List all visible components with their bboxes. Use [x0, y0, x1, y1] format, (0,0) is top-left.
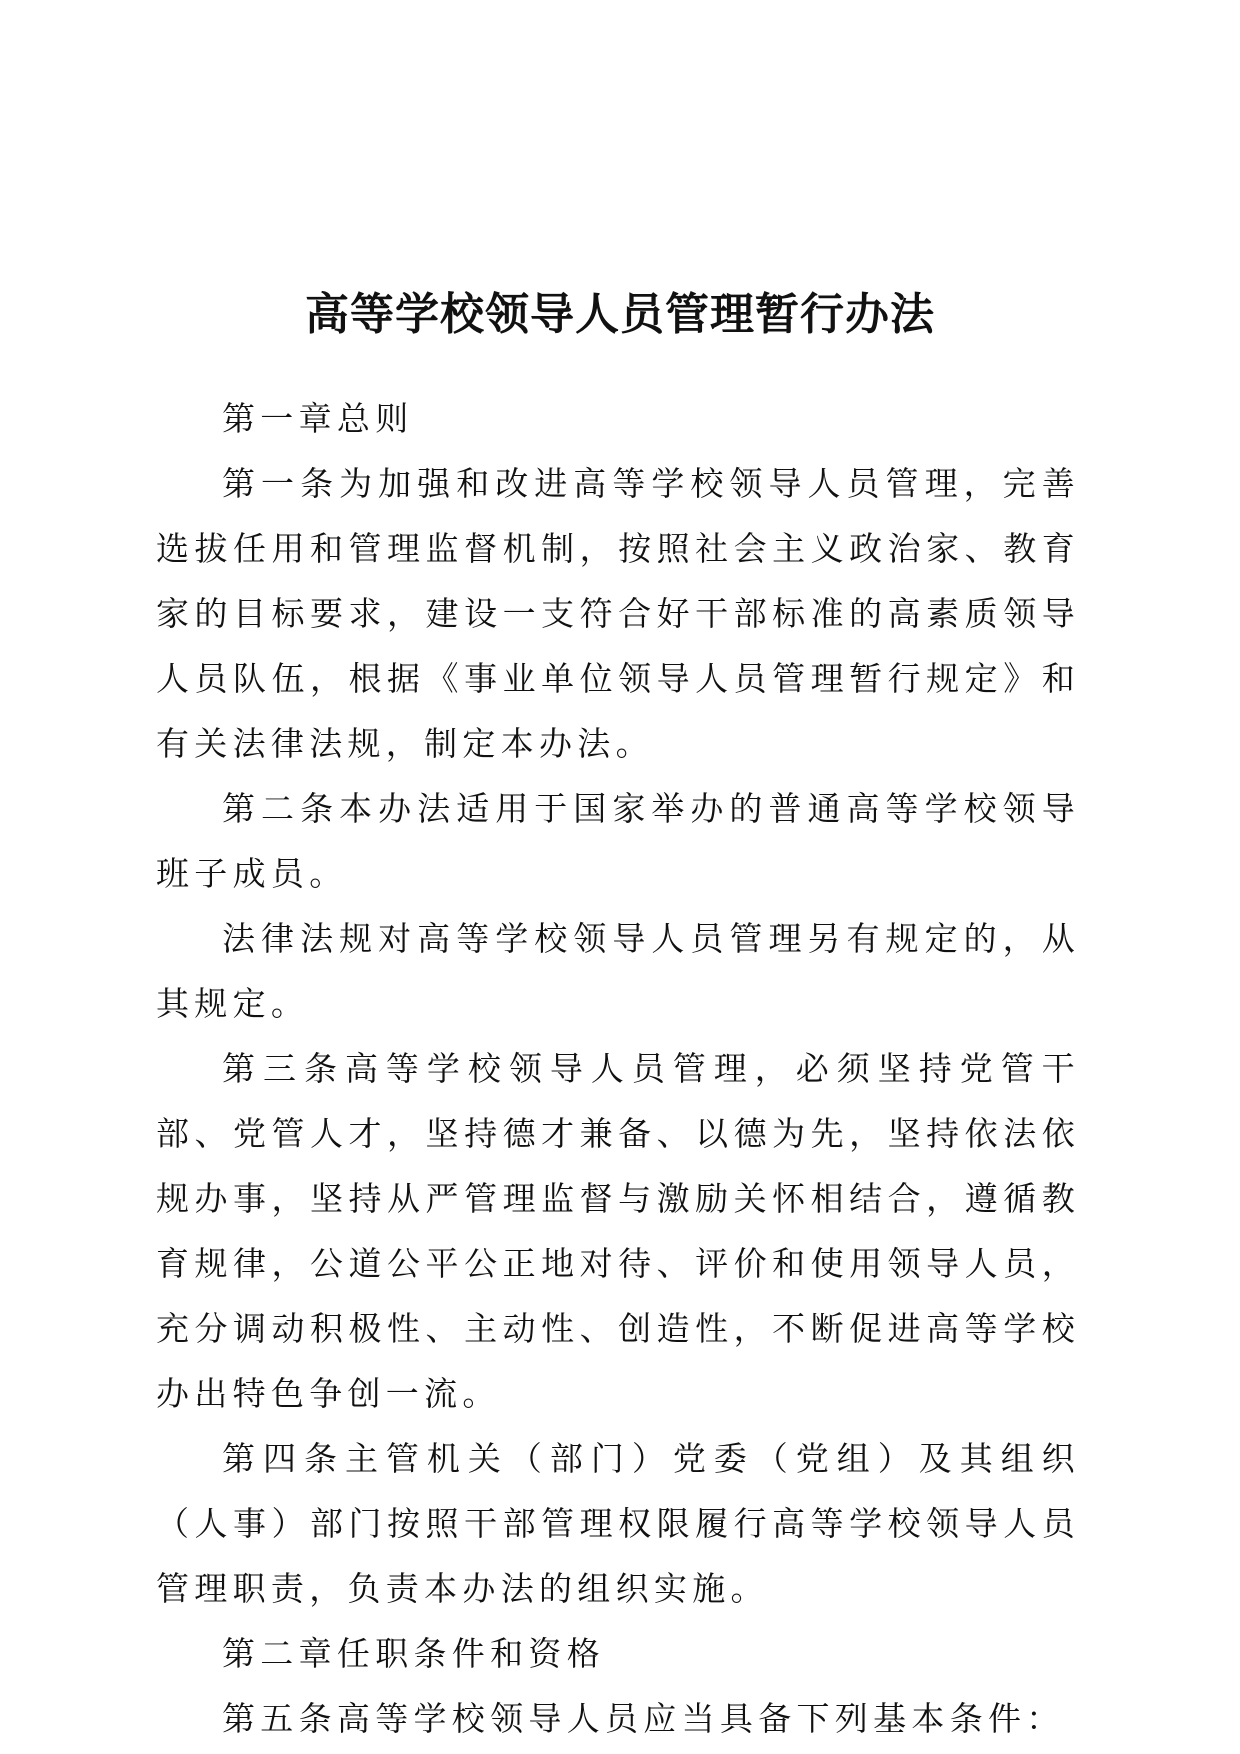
- article-2: 第二条本办法适用于国家举办的普通高等学校领导班子成员。: [156, 789, 1080, 893]
- article-3: 第三条高等学校领导人员管理，必须坚持党管干部、党管人才，坚持德才兼备、以德为先，坚持依法依规办事，坚持从严管理监督与激励关怀相结合，遵循教育规律，公道公平公正地对待、评价和使用领导人员，充分调动积极性、主动性、创造性，不断促进高等学校办出特色争创一流。: [156, 1049, 1080, 1413]
- article-4: 第四条主管机关（部门）党委（党组）及其组织（人事）部门按照干部管理权限履行高等学校领导人员管理职责，负责本办法的组织实施。: [156, 1439, 1080, 1608]
- article-2-paragraph-2: 法律法规对高等学校领导人员管理另有规定的，从其规定。: [156, 919, 1080, 1023]
- document-title: 高等学校领导人员管理暂行办法: [305, 289, 935, 340]
- chapter-heading-2: 第二章任职条件和资格: [222, 1634, 605, 1673]
- article-1: 第一条为加强和改进高等学校领导人员管理，完善选拔任用和管理监督机制，按照社会主义政治家、教育家的目标要求，建设一支符合好干部标准的高素质领导人员队伍，根据《事业单位领导人员管理暂行规定》和有关法律法规，制定本办法。: [156, 464, 1080, 763]
- document-body: [156, 386, 1080, 1751]
- article-5: 第五条高等学校领导人员应当具备下列基本条件：: [222, 1699, 1065, 1738]
- chapter-heading-1: 第一章总则: [222, 399, 414, 438]
